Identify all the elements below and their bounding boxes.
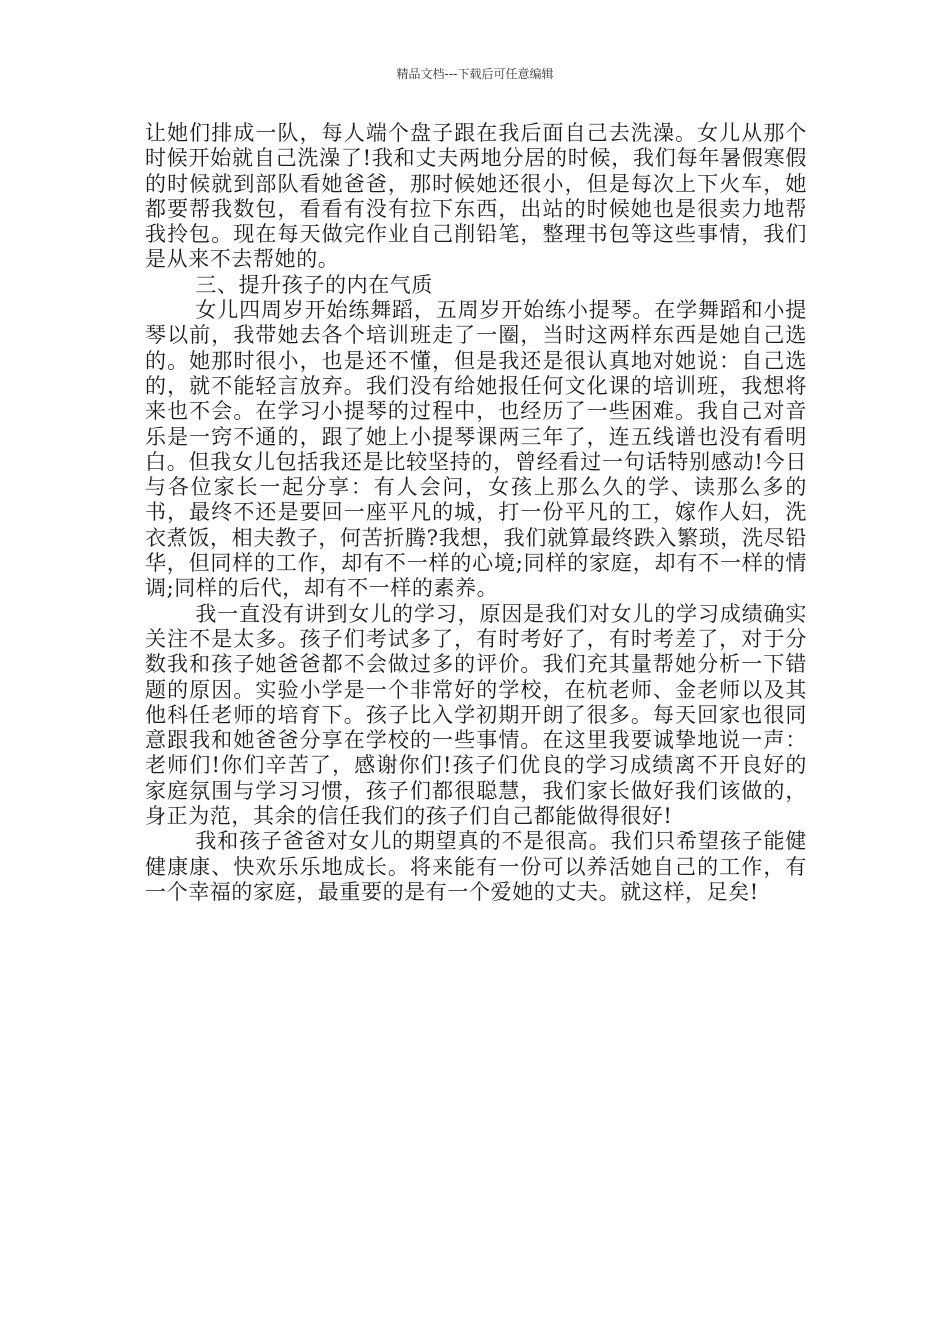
paragraph: 我一直没有讲到女儿的学习，原因是我们对女儿的学习成绩确实关注不是太多。孩子们考试多了，有时考好了，有时考差了，对于分数我和孩子她爸爸都不会做过多的评价。我们充其量帮她分析一下错题的原因。实验小学是一个非常好的学校，在杭老师、金老师以及其他科任老师的培育下。孩子比入学初期开朗了很多。每天回家也很同意跟我和她爸爸分享在学校的一些事情。在这里我要诚挚地说一声：老师们!你们辛苦了，感谢你们!孩子们优良的学习成绩离不开良好的家庭氛围与学习习惯，孩子们都很聪慧，我们家长做好我们该做的，身正为范，其余的信任我们的孩子们自己都能做得很好!	[145, 601, 807, 829]
paragraph: 我和孩子爸爸对女儿的期望真的不是很高。我们只希望孩子能健健康康、快欢乐乐地成长。将来能有一份可以养活她自己的工作，有一个幸福的家庭，最重要的是有一个爱她的丈夫。就这样，足矣!	[145, 829, 807, 904]
paragraph: 女儿四周岁开始练舞蹈，五周岁开始练小提琴。在学舞蹈和小提琴以前，我带她去各个培训班走了一圈，当时这两样东西是她自己选的。她那时很小，也是还不懂，但是我还是很认真地对她说：自己选的，就不能轻言放弃。我们没有给她报任何文化课的培训班，我想将来也不会。在学习小提琴的过程中，也经历了一些困难。我自己对音乐是一窍不通的，跟了她上小提琴课两三年了，连五线谱也没有看明白。但我女儿包括我还是比较坚持的，曾经看过一句话特别感动!今日与各位家长一起分享：有人会问，女孩上那么久的学、读那么多的书，最终不还是要回一座平凡的城，打一份平凡的工，嫁作人妇，洗衣煮饭，相夫教子，何苦折腾?我想，我们就算最终跌入繁琐，洗尽铅华，但同样的工作，却有不一样的心境;同样的家庭，却有不一样的情调;同样的后代，却有不一样的素养。	[145, 298, 807, 601]
document-body	[145, 121, 807, 905]
page-header: 精品文档---下载后可任意编辑	[396, 67, 554, 81]
paragraph-continuation: 让她们排成一队，每人端个盘子跟在我后面自己去洗澡。女儿从那个时候开始就自己洗澡了!我和丈夫两地分居的时候，我们每年暑假寒假的时候就到部队看她爸爸，那时候她还很小，但是每次上下火车，她都要帮我数包，看看有没有拉下东西，出站的时候她也是很卖力地帮我拎包。现在每天做完作业自己削铅笔，整理书包等这些事情，我们是从来不去帮她的。	[145, 121, 807, 272]
section-heading: 三、提升孩子的内在气质	[195, 272, 433, 297]
